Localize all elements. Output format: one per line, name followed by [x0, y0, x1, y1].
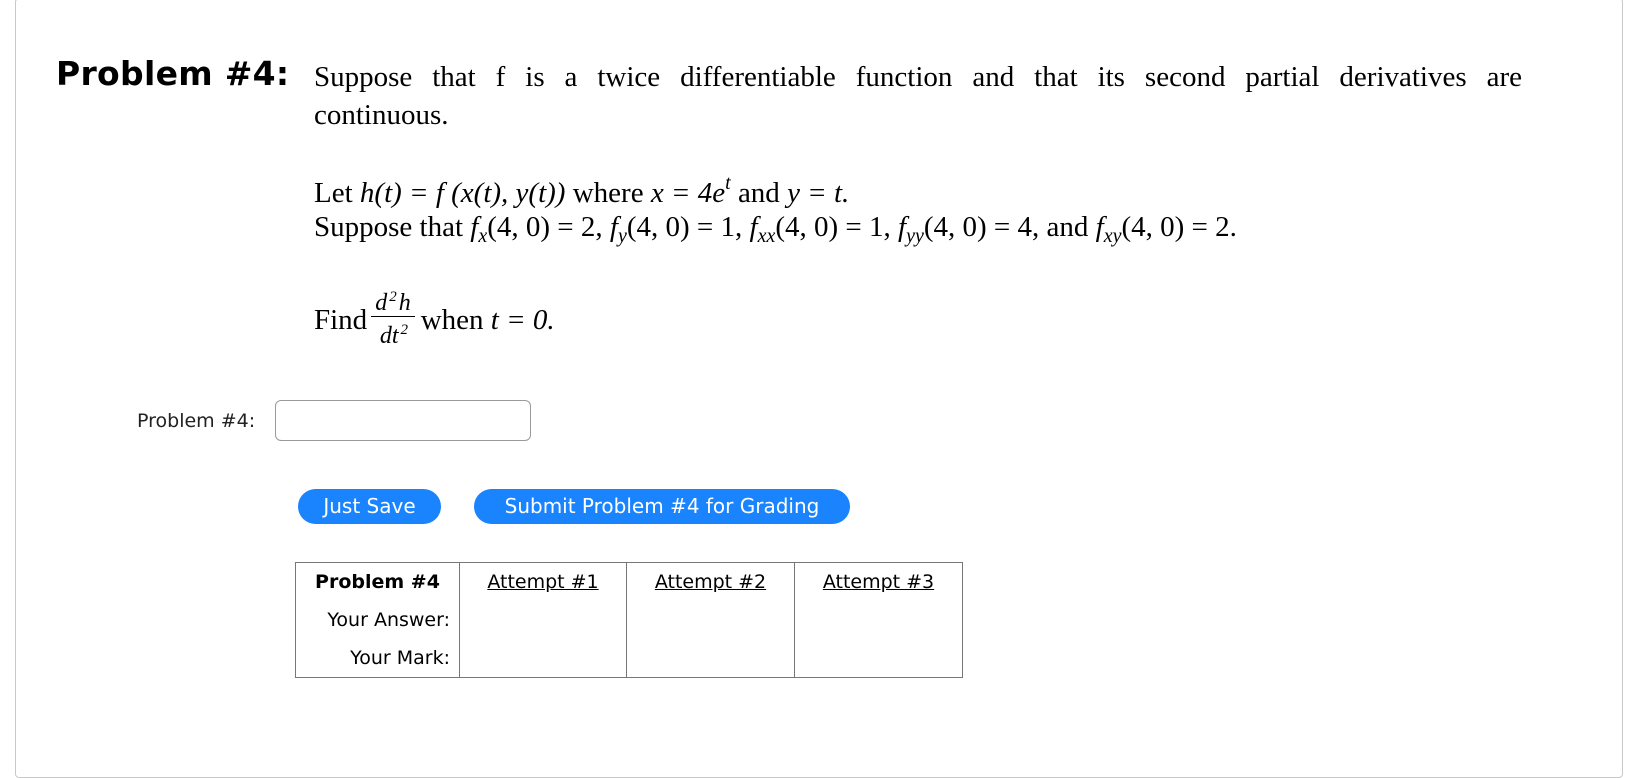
- intro-line-2: continuous.: [314, 99, 449, 131]
- your-mark-label: Your Mark:: [296, 639, 460, 678]
- answer-label: Problem #4:: [137, 410, 256, 432]
- let-definition: [314, 172, 849, 210]
- x-definition: x = 4e: [650, 177, 726, 209]
- fy-symbol: f: [609, 211, 618, 243]
- attempt-1-header[interactable]: [460, 563, 627, 602]
- intro-text-1: Suppose that f is a twice differentiable function and that its second partial derivatives are: [314, 61, 1522, 93]
- t-condition: t = 0.: [490, 304, 555, 336]
- where-word: where: [565, 177, 651, 209]
- problem-heading: Problem #4:: [56, 54, 290, 93]
- fx-value: (4, 0) = 2,: [487, 211, 610, 243]
- fxy-sub: xy: [1103, 225, 1122, 247]
- fy-sub: y: [617, 225, 627, 247]
- attempt-3-answer: [795, 601, 963, 639]
- fraction-denominator: dt $^2$: [379, 322, 409, 349]
- fxy-value: (4, 0) = 2.: [1121, 211, 1237, 243]
- attempt-2-answer: [627, 601, 795, 639]
- attempt-1-answer: [460, 601, 627, 639]
- x-exponent: t: [725, 172, 731, 194]
- fxx-symbol: f: [749, 211, 758, 243]
- problem-intro: [314, 58, 1522, 134]
- fyy-sub: yy: [906, 225, 924, 247]
- table-header-row: [296, 563, 963, 602]
- second-derivative-fraction: [371, 284, 415, 349]
- fxx-sub: xx: [757, 225, 776, 247]
- table-problem-header: Problem #4: [296, 563, 460, 602]
- when-word: when: [420, 304, 491, 336]
- find-question: [314, 288, 555, 353]
- h-definition: h(t) = f (x(t), y(t)): [359, 177, 566, 209]
- just-save-button[interactable]: Just Save: [298, 489, 441, 524]
- and-word: and: [730, 177, 788, 209]
- and-word-2: and: [1046, 211, 1096, 243]
- fraction-numerator: d $^2$h: [371, 284, 415, 317]
- y-definition: y = t.: [787, 177, 850, 209]
- fx-symbol: f: [470, 211, 479, 243]
- attempt-3-header[interactable]: [795, 563, 963, 602]
- intro-line-1: [314, 58, 1522, 96]
- fy-value: (4, 0) = 1,: [626, 211, 750, 243]
- suppose-word: Suppose that: [314, 211, 471, 243]
- let-word: Let: [314, 177, 360, 209]
- find-word: Find: [314, 304, 368, 336]
- attempt-3-link[interactable]: Attempt #3: [822, 571, 935, 593]
- your-answer-label: Your Answer:: [296, 601, 460, 639]
- fxy-symbol: f: [1095, 211, 1104, 243]
- attempt-1-mark: [460, 639, 627, 678]
- submit-grading-button[interactable]: Submit Problem #4 for Grading: [474, 489, 850, 524]
- table-row: [296, 639, 963, 678]
- fyy-symbol: f: [898, 211, 907, 243]
- attempt-1-link[interactable]: Attempt #1: [487, 571, 599, 593]
- attempt-2-link[interactable]: Attempt #2: [654, 571, 767, 593]
- given-values: [314, 211, 1237, 248]
- attempt-3-mark: [795, 639, 963, 678]
- attempt-2-mark: [627, 639, 795, 678]
- attempts-table: [295, 562, 963, 678]
- fyy-value: (4, 0) = 4,: [923, 211, 1047, 243]
- table-row: [296, 601, 963, 639]
- answer-input[interactable]: [275, 400, 531, 441]
- attempt-2-header[interactable]: [627, 563, 795, 602]
- fxx-value: (4, 0) = 1,: [775, 211, 899, 243]
- fx-sub: x: [478, 225, 488, 247]
